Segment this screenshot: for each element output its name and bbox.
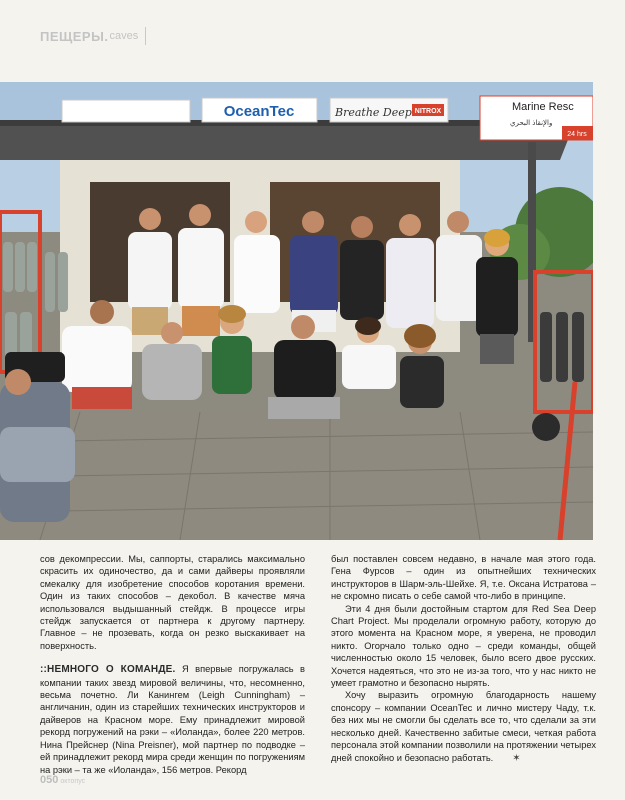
article-paragraph: был поставлен совсем недавно, в начале мая этого года. Гена Фурсов – один из опытнейших технических инструкторов в Шарм-эль-Шейхе. Я, т.е. Оксана Истратова – не скромно писать о себе самой что-либо в принципе. [331,554,596,602]
sign-oceantec-text: OceanTec [223,103,295,120]
fish-end-mark-icon: ✶ [512,752,521,764]
team-photo-illustration [0,82,593,540]
section-header [40,26,146,46]
page-footer [40,774,85,786]
article-paragraph-closing [331,689,596,764]
sign-marine-rescue-text: Marine Resc [512,101,574,113]
sign-24hrs-text: 24 hrs [567,131,587,138]
subheading-team: ::НЕМНОГО О КОМАНДЕ. [40,664,176,676]
page-number: 050 [40,774,59,786]
article-paragraph-team [40,663,305,776]
article-column-right [331,553,596,764]
magazine-name: октопус [60,778,86,785]
article-body [40,553,596,775]
team-paragraph-text: Я впервые погружалась в компании таких звезд мировой величины, что, несомненно, весьма почетно. Ли Канингем (Leigh Cunningham) – англичанин, один из старейших технических инструкторов и дайверов на Красном море. Ему принадлежит мировой рекорд погружений на рэки – «Иоланда», более 220 метров. Нина Прейснер (Nina Preisner), мой партнер по подводке – ей принадлежит рекорд мира среди женщин по погружениям на рэки – та же «Иоланда», 156 метров. Рекорд [40,664,305,775]
scuba-tanks-right [540,312,584,382]
nitrox-badge-text: NITROX [414,108,442,115]
section-title-en: caves [109,30,139,42]
sign-left [62,100,190,122]
header-divider [145,27,146,45]
cameraman [0,352,75,522]
sign-marine-rescue-arabic: والإنقاذ البحري [510,119,553,127]
sign-breathe-deep-text: Breathe Deep [335,106,412,119]
section-title-ru: ПЕЩЕРЫ. [40,28,109,44]
cart-wheel [532,413,560,441]
article-paragraph: Эти 4 дня были достойным стартом для Red Sea Deep Chart Project. Мы проделали огромную работу, которую до этого момента на Красном море, я уверена, не проводил никто. Огорчало только одно – среди команды, общей численностью около 15 человек, было всего двое русских. Хочется надеяться, что это не из-за того, что у нас никто не умеет грамотно и безопасно нырять. [331,603,596,689]
closing-text: Хочу выразить огромную благодарность нашему спонсору – компании OceanTec и лично мистеру Чаду, т.к. без них мы не смогли бы сделать все то, что сделали за эти несколько дней. Качественно забитые смеси, четкая работа персонала этой компании позволили на протяжении четырех дней спокойно и безопасно работать. [331,690,596,763]
team-photo [0,82,593,540]
article-paragraph: сов декомпрессии. Мы, саппорты, старались максимально скрасить их одиночество, да и сами дайверы проявляли смекалку для изобретение способов коротания времени. Один из таких способов – декобол. В качестве мяча использовался выдышанный стейдж. В процессе игры стейдж запускается от партнера к другому партнеру. Главное – не прозевать, когда он резко выскакивает на поверхность. [40,554,305,651]
article-column-left [40,553,305,775]
